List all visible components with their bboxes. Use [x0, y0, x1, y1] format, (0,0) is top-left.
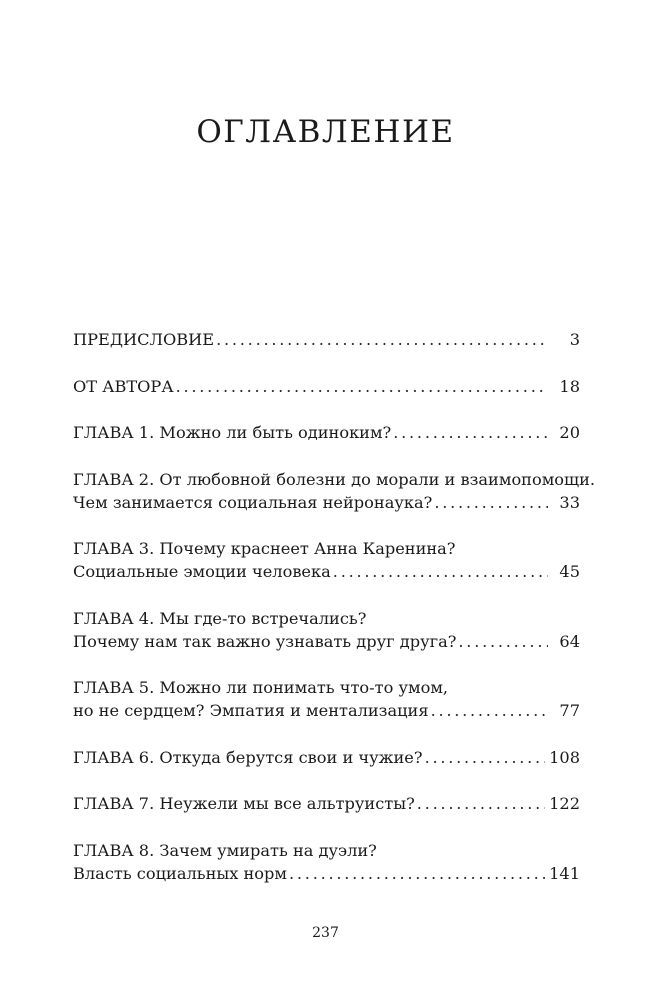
dot-leader — [289, 862, 545, 885]
toc-entry-title-line: ГЛАВА 2. От любовной болезни до морали и взаимопомощи. — [73, 469, 596, 489]
toc-page-number: 33 — [559, 492, 580, 512]
toc-entry-subtitle: Социальные эмоции человека — [73, 562, 331, 581]
toc-entry-chapter-3[interactable] — [73, 537, 580, 583]
toc-entry-title-line: ГЛАВА 8. Зачем умирать на дуэли? — [73, 840, 377, 860]
toc-entry-from-author[interactable] — [73, 375, 580, 398]
dot-leader — [434, 491, 548, 514]
toc-entry-subtitle: Чем занимается социальная нейронаука? — [73, 492, 433, 512]
toc-page-number: 122 — [549, 794, 580, 813]
toc-entry-title: ГЛАВА 7. Неужели мы все альтруисты? — [73, 794, 415, 813]
page-number-footer: 237 — [312, 925, 339, 941]
toc-page-number: 77 — [559, 701, 580, 720]
toc-entry-chapter-1[interactable] — [73, 421, 580, 444]
toc-entry-title-line: ГЛАВА 5. Можно ли понимать что-то умом, — [73, 678, 449, 697]
toc-entry-title: ОТ АВТОРА — [73, 376, 174, 396]
toc-entry-chapter-5[interactable] — [73, 676, 580, 722]
toc-entry-chapter-7[interactable] — [73, 792, 580, 815]
toc-entry-subtitle: Власть социальных норм — [73, 863, 288, 883]
dot-leader — [333, 560, 548, 583]
toc-entry-title-line: ГЛАВА 4. Мы где-то встречались? — [73, 608, 367, 628]
toc-page-number: 141 — [549, 863, 580, 883]
dot-leader — [176, 375, 548, 398]
dot-leader — [425, 746, 546, 769]
toc-entry-title: ГЛАВА 6. Откуда берутся свои и чужие? — [73, 747, 423, 767]
toc-entry-chapter-6[interactable] — [73, 746, 580, 769]
toc-page-number: 45 — [559, 562, 580, 581]
toc-entry-chapter-4[interactable] — [73, 607, 580, 653]
dot-leader — [417, 792, 545, 815]
toc-entry-preface[interactable] — [73, 328, 580, 351]
toc-entry-title: ПРЕДИСЛОВИЕ — [73, 330, 215, 349]
dot-leader — [393, 421, 548, 444]
toc-entry-title: ГЛАВА 1. Можно ли быть одиноким? — [73, 423, 392, 442]
toc-page-number: 20 — [559, 423, 580, 442]
toc-page-number: 18 — [559, 376, 580, 396]
toc-page-number: 108 — [549, 747, 580, 767]
dot-leader — [216, 328, 548, 351]
toc-page-number: 64 — [559, 631, 580, 651]
toc-entry-title-line: ГЛАВА 3. Почему краснеет Анна Каренина? — [73, 539, 456, 558]
toc-entry-subtitle: но не сердцем? Эмпатия и ментализация — [73, 701, 429, 720]
table-of-contents — [73, 328, 596, 908]
page-title: ОГЛАВЛЕНИЕ — [196, 114, 455, 150]
toc-page-number: 3 — [569, 330, 580, 349]
dot-leader — [431, 699, 548, 722]
toc-entry-chapter-2[interactable] — [73, 468, 596, 514]
toc-entry-subtitle: Почему нам так важно узнавать друг друга? — [73, 631, 457, 651]
dot-leader — [458, 630, 548, 653]
toc-entry-chapter-8[interactable] — [73, 839, 580, 885]
